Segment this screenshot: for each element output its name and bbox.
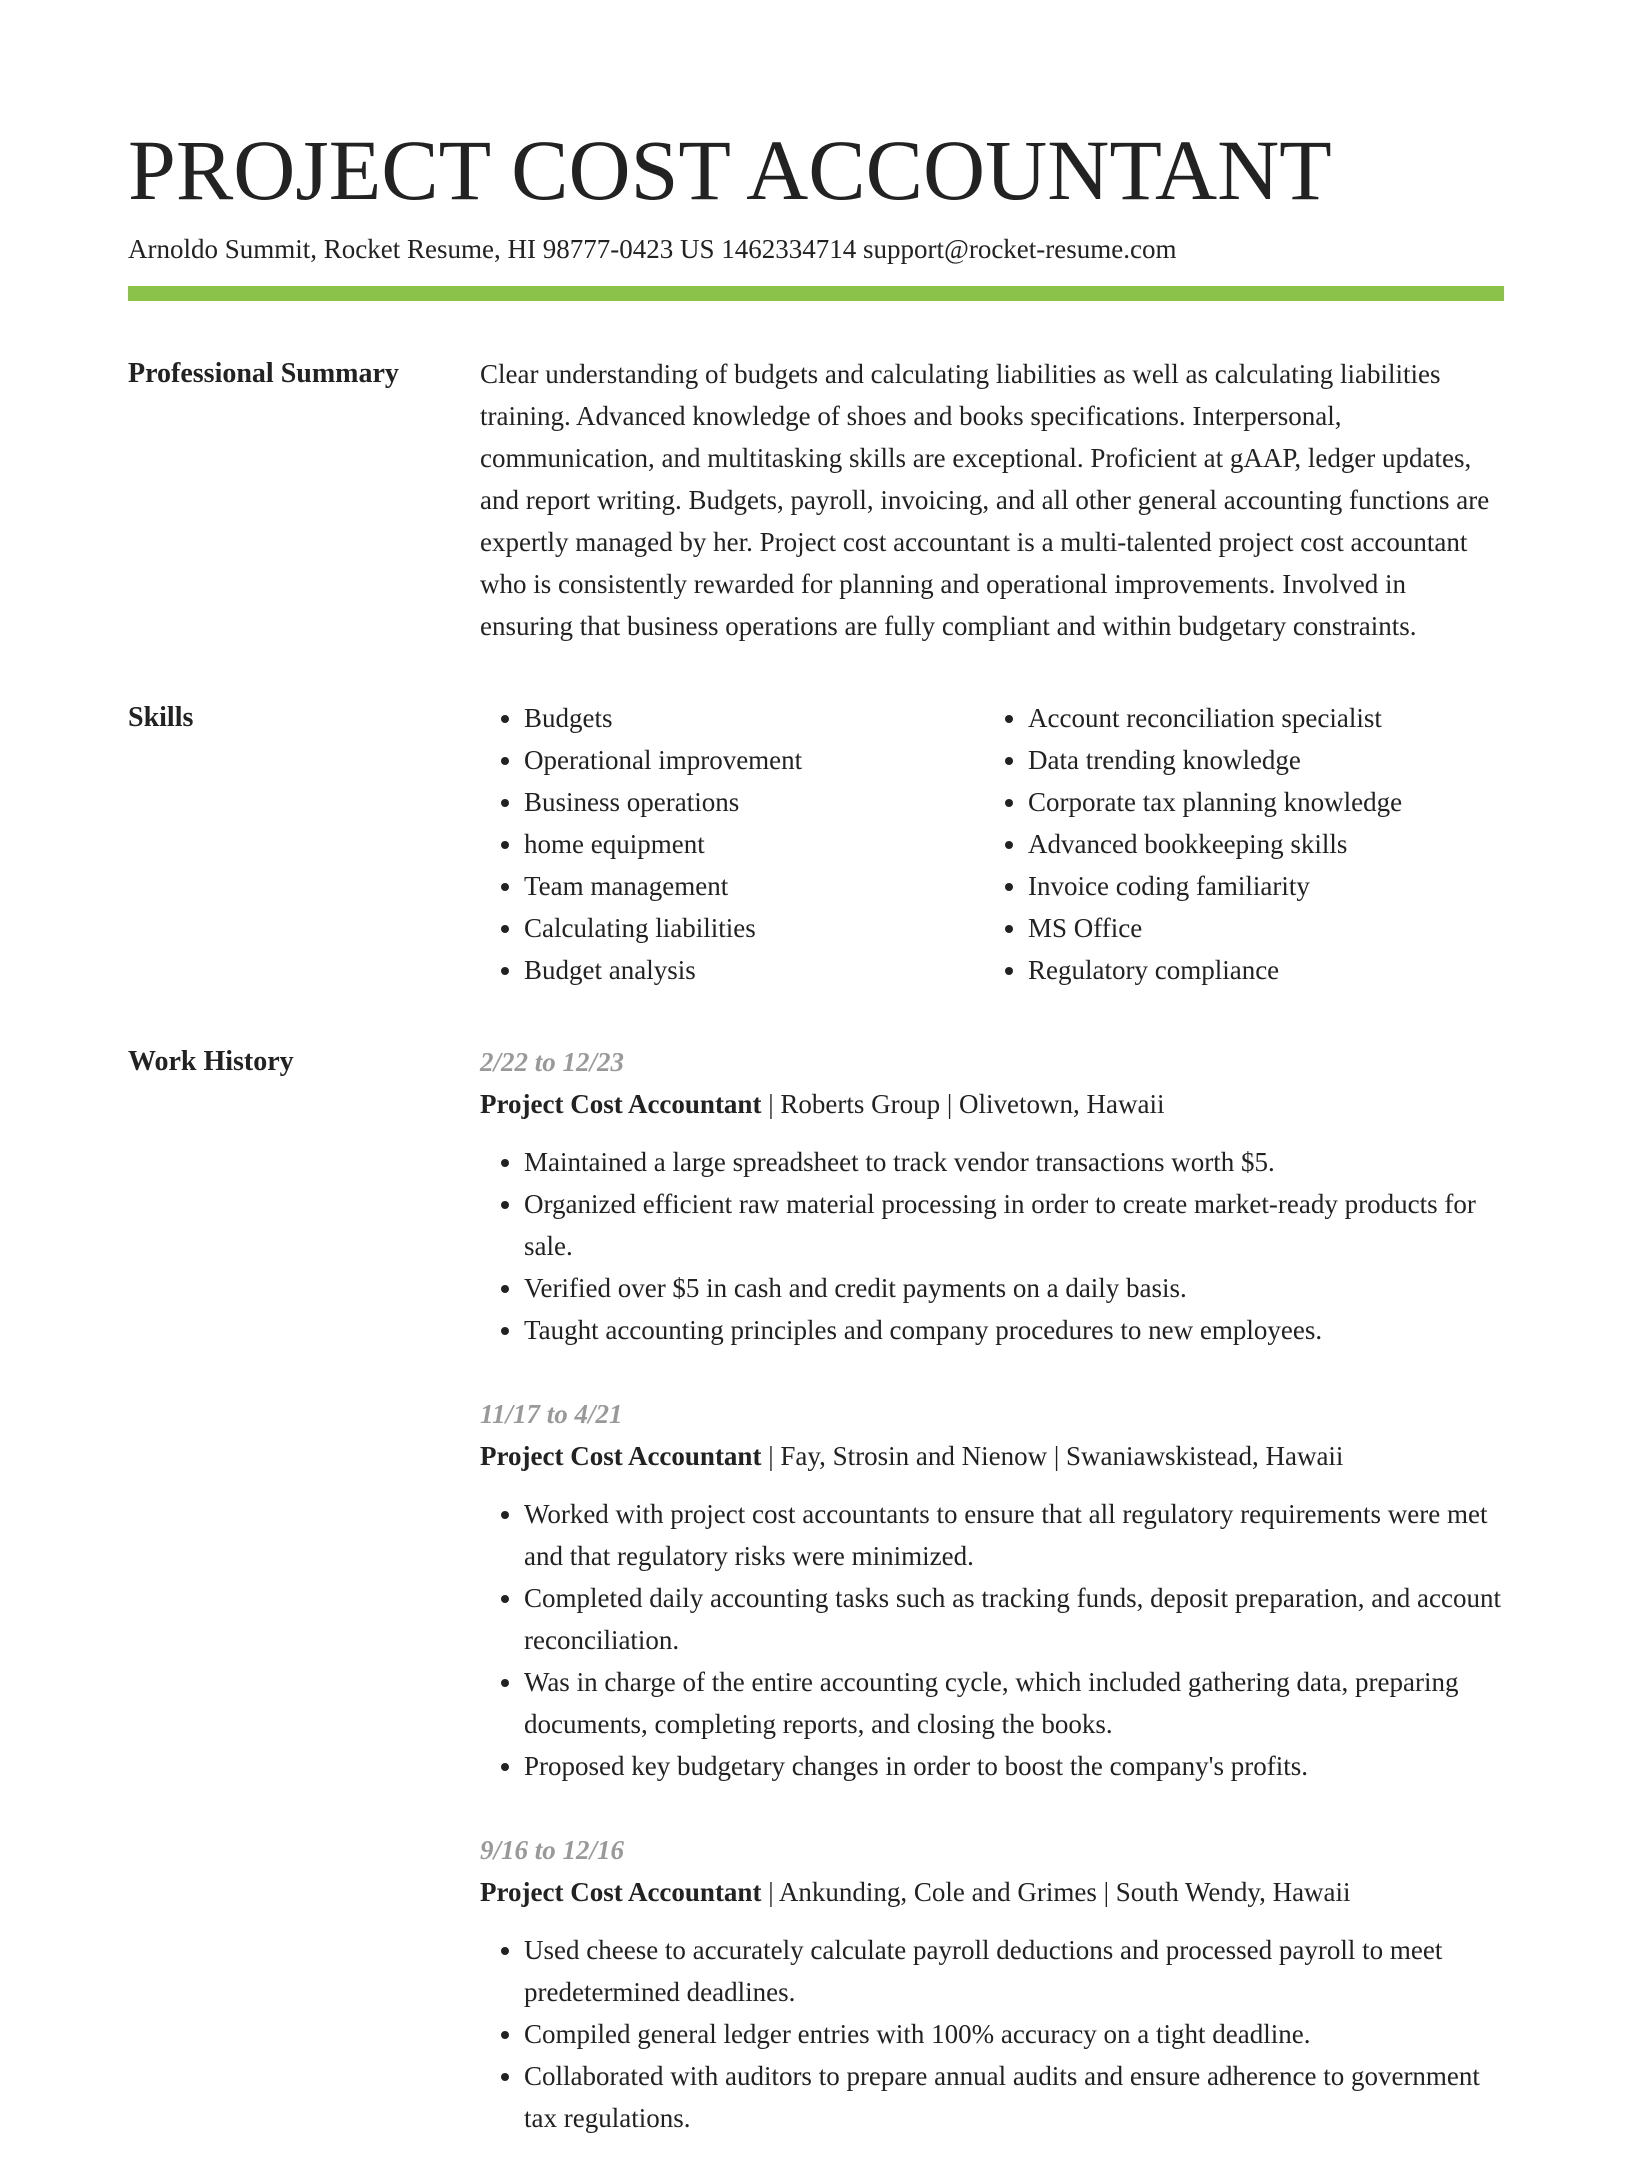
job-employer-location: | Fay, Strosin and Nienow | Swaniawskistead, Hawaii [761, 1441, 1344, 1471]
skills-list-left [480, 697, 984, 991]
page-title: PROJECT COST ACCOUNTANT [128, 122, 1332, 218]
work-history-section [128, 1041, 1504, 2181]
skill-item: • Advanced bookkeeping skills [1028, 823, 1488, 865]
skill-item: • Corporate tax planning knowledge [1028, 781, 1488, 823]
skills-list-right [984, 697, 1488, 991]
job-bullets [480, 1493, 1504, 1787]
skill-item: • Budget analysis [524, 949, 984, 991]
job-entry [480, 1041, 1504, 1351]
job-bullets [480, 1929, 1504, 2139]
skill-item: • Regulatory compliance [1028, 949, 1488, 991]
job-title: Project Cost Accountant [480, 1089, 762, 1119]
skills-columns [480, 697, 1504, 991]
work-history-label: Work History [128, 1046, 294, 1077]
job-bullet: • Completed daily accounting tasks such as tracking funds, deposit preparation, and account reconciliation. [524, 1577, 1504, 1661]
skill-item: • Invoice coding familiarity [1028, 865, 1488, 907]
job-dates: 9/16 to 12/16 [480, 1835, 625, 1865]
skill-item: • home equipment [524, 823, 984, 865]
job-bullet: • Used cheese to accurately calculate payroll deductions and processed payroll to meet predetermined deadlines. [524, 1929, 1504, 2013]
skills-section [128, 697, 1504, 991]
job-employer-location: | Ankunding, Cole and Grimes | South Wendy, Hawaii [761, 1877, 1351, 1907]
job-bullet: • Maintained a large spreadsheet to track vendor transactions worth $5. [524, 1141, 1504, 1183]
skill-item: • Team management [524, 865, 984, 907]
skill-item: • Operational improvement [524, 739, 984, 781]
skills-label: Skills [128, 702, 194, 733]
job-entry [480, 1829, 1504, 2139]
contact-line: Arnoldo Summit, Rocket Resume, HI 98777-0423 US 1462334714 support@rocket-resume.com [128, 234, 1177, 264]
job-dates: 2/22 to 12/23 [480, 1047, 625, 1077]
job-bullets [480, 1141, 1504, 1351]
job-bullet: • Worked with project cost accountants to ensure that all regulatory requirements were met and that regulatory risks were minimized. [524, 1493, 1504, 1577]
header-divider [128, 286, 1504, 301]
skill-item: • Business operations [524, 781, 984, 823]
summary-body [480, 353, 1504, 647]
job-bullet: • Verified over $5 in cash and credit payments on a daily basis. [524, 1267, 1504, 1309]
job-bullet: • Proposed key budgetary changes in order to boost the company's profits. [524, 1745, 1504, 1787]
skill-item: • Calculating liabilities [524, 907, 984, 949]
summary-text: Clear understanding of budgets and calculating liabilities as well as calculating liabilities training. Advanced knowledge of shoes and books specifications. Interpersonal, communication, and multitasking skills are exceptional. Proficient at gAAP, ledger updates, and report writing. Budgets, payroll, invoicing, and all other general accounting functions are expertly managed by her. Project cost accountant is a multi-talented project cost accountant who is consistently rewarded for planning and operational improvements. Involved in ensuring that business operations are fully compliant and within budgetary constraints. [480, 359, 1490, 641]
job-bullet: • Organized efficient raw material processing in order to create market-ready products for sale. [524, 1183, 1504, 1267]
resume-page [128, 0, 1504, 2181]
job-employer-location: | Roberts Group | Olivetown, Hawaii [761, 1089, 1165, 1119]
summary-section [128, 353, 1504, 647]
job-title: Project Cost Accountant [480, 1877, 762, 1907]
job-bullet: • Taught accounting principles and company procedures to new employees. [524, 1309, 1504, 1351]
job-bullet: • Collaborated with auditors to prepare annual audits and ensure adherence to government tax regulations. [524, 2055, 1504, 2139]
skill-item: • Account reconciliation specialist [1028, 697, 1488, 739]
job-title: Project Cost Accountant [480, 1441, 762, 1471]
job-bullet: • Compiled general ledger entries with 100% accuracy on a tight deadline. [524, 2013, 1504, 2055]
skill-item: • Data trending knowledge [1028, 739, 1488, 781]
job-dates: 11/17 to 4/21 [480, 1399, 623, 1429]
work-history-body [480, 1041, 1504, 2181]
skills-body [480, 697, 1504, 991]
summary-label: Professional Summary [128, 358, 399, 389]
job-entry [480, 1393, 1504, 1787]
job-heading [480, 1083, 1504, 1125]
job-heading [480, 1871, 1504, 1913]
skill-item: • Budgets [524, 697, 984, 739]
job-heading [480, 1435, 1504, 1477]
skill-item: • MS Office [1028, 907, 1488, 949]
job-bullet: • Was in charge of the entire accounting cycle, which included gathering data, preparing documents, completing reports, and closing the books. [524, 1661, 1504, 1745]
